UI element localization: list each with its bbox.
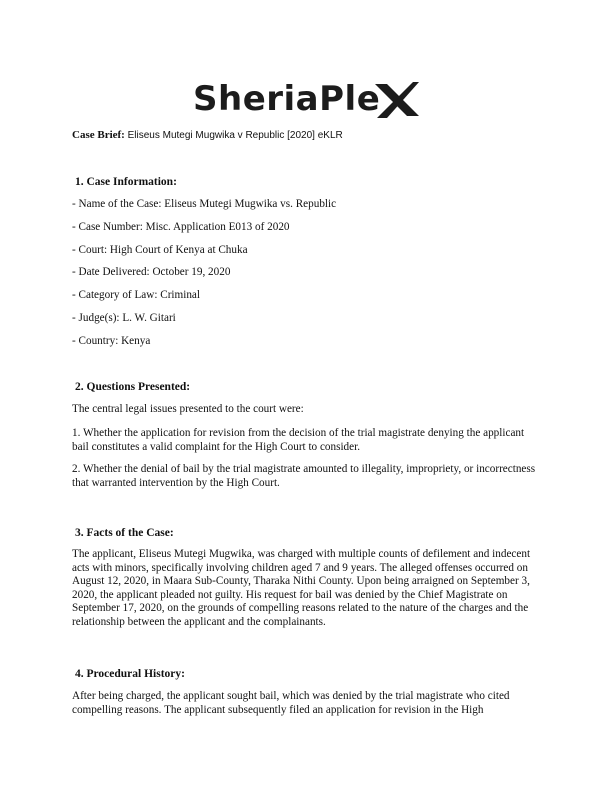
- section-heading-case-information: 1. Case Information:: [75, 176, 177, 188]
- question-1: 1. Whether the application for revision from the decision of the trial magistrate denying the applicant bail constitutes a valid complaint for the High Court to consider.: [72, 427, 525, 453]
- case-brief-title: Eliseus Mutegi Mugwika v Republic [2020] eKLR: [124, 130, 343, 141]
- sheriaplex-logo: [193, 76, 419, 122]
- procedural-history-paragraph: After being charged, the applicant sought bail, which was denied by the trial magistrate who cited compelling reasons. The applicant subsequently filed an application for revision in the High: [72, 690, 510, 716]
- logo-x-mark-icon: [373, 80, 421, 120]
- info-category: - Category of Law: Criminal: [72, 289, 201, 301]
- info-country: - Country: Kenya: [72, 335, 151, 347]
- info-case-name: - Name of the Case: Eliseus Mutegi Mugwika vs. Republic: [72, 198, 337, 210]
- section-heading-procedural-history: 4. Procedural History:: [75, 668, 185, 680]
- question-2: 2. Whether the denial of bail by the trial magistrate amounted to illegality, impropriety, or incorrectness that warranted intervention by the High Court.: [72, 463, 536, 489]
- logo-text: SheriaPle: [193, 79, 381, 119]
- info-date-delivered: - Date Delivered: October 19, 2020: [72, 266, 231, 278]
- info-court: - Court: High Court of Kenya at Chuka: [72, 244, 248, 256]
- case-brief-label: Case Brief:: [72, 129, 125, 141]
- info-judges: - Judge(s): L. W. Gitari: [72, 312, 176, 324]
- case-brief-line: [72, 129, 343, 141]
- section-heading-questions-presented: 2. Questions Presented:: [75, 381, 191, 393]
- info-case-number: - Case Number: Misc. Application E013 of 2020: [72, 221, 290, 233]
- section-heading-facts: 3. Facts of the Case:: [75, 527, 174, 539]
- questions-intro: The central legal issues presented to the court were:: [72, 403, 304, 415]
- facts-paragraph: The applicant, Eliseus Mutegi Mugwika, was charged with multiple counts of defilement and indecent acts with minors, specifically involving children aged 7 and 9 years. The alleged offenses occurred on August 12, 2020, in Maara Sub-County, Tharaka Nithi County. Upon being arraigned on September 3, 2020, the applicant pleaded not guilty. His request for bail was denied by the Chief Magistrate on September 17, 2020, on the grounds of compelling reasons related to the nature of the charges and the relationship between the applicant and the complainants.: [72, 548, 531, 628]
